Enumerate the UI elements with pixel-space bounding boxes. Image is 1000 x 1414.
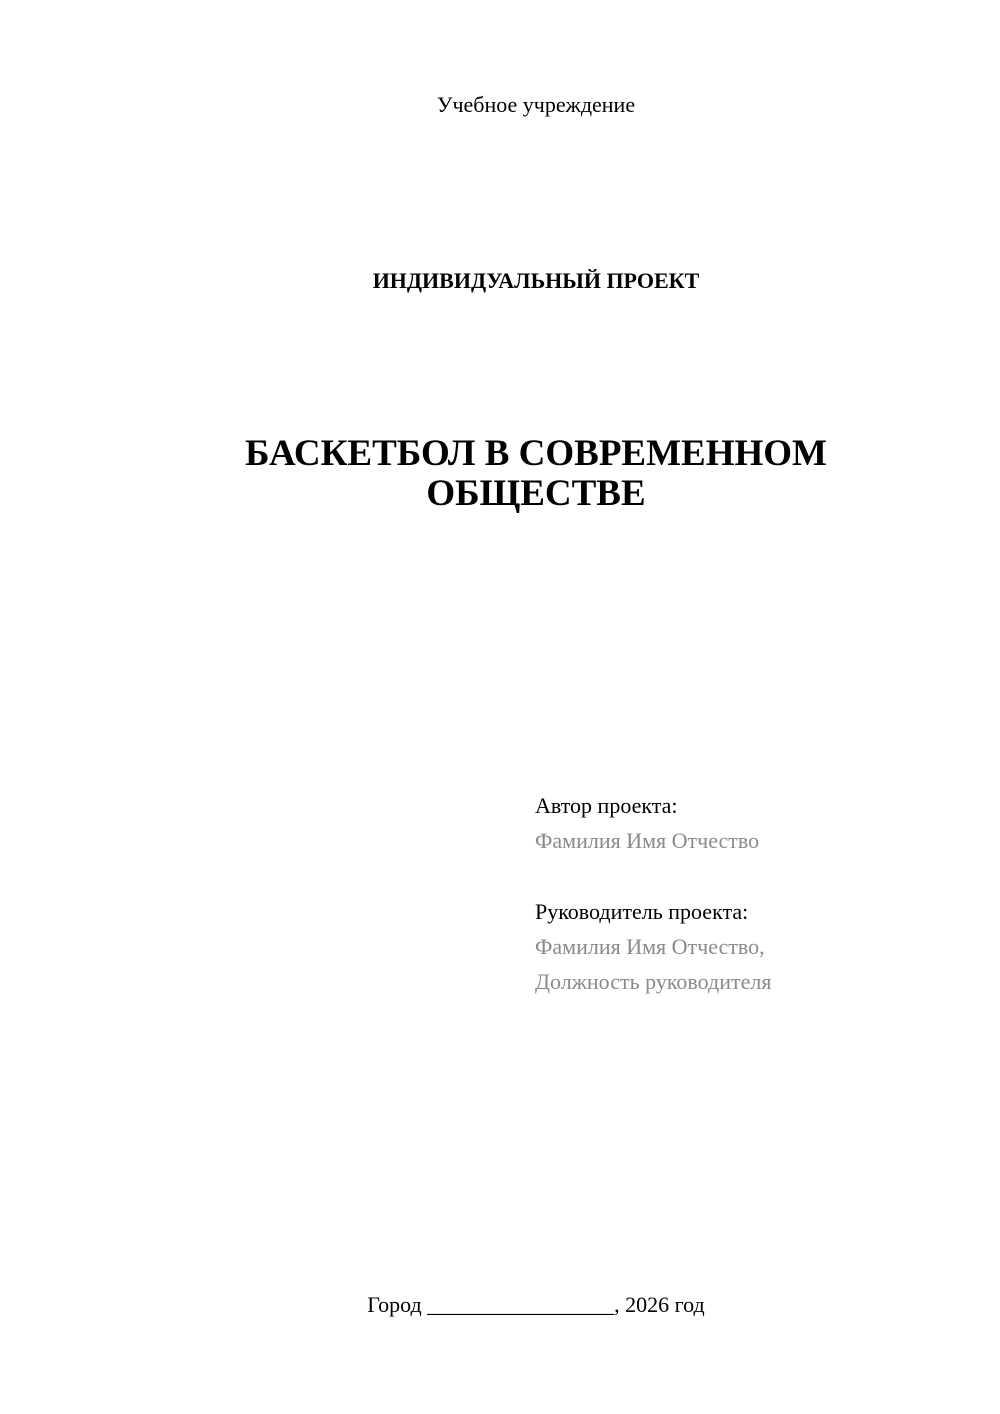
supervisor-name: Фамилия Имя Отчество, [535, 934, 765, 959]
city-year-line: Город _________________, 2026 год [367, 1292, 705, 1317]
supervisor-position: Должность руководителя [535, 969, 772, 994]
project-title-line-2: ОБЩЕСТВЕ [426, 473, 646, 514]
institution-name: Учебное учреждение [436, 92, 636, 117]
document-type: ИНДИВИДУАЛЬНЫЙ ПРОЕКТ [372, 268, 700, 293]
project-title-line-1: БАСКЕТБОЛ В СОВРЕМЕННОМ [245, 433, 827, 474]
author-label: Автор проекта: [535, 793, 678, 818]
author-name: Фамилия Имя Отчество [535, 828, 760, 853]
project-info-block [535, 788, 975, 999]
info-spacer [535, 858, 975, 894]
project-title [0, 434, 1000, 514]
supervisor-label: Руководитель проекта: [535, 899, 749, 924]
